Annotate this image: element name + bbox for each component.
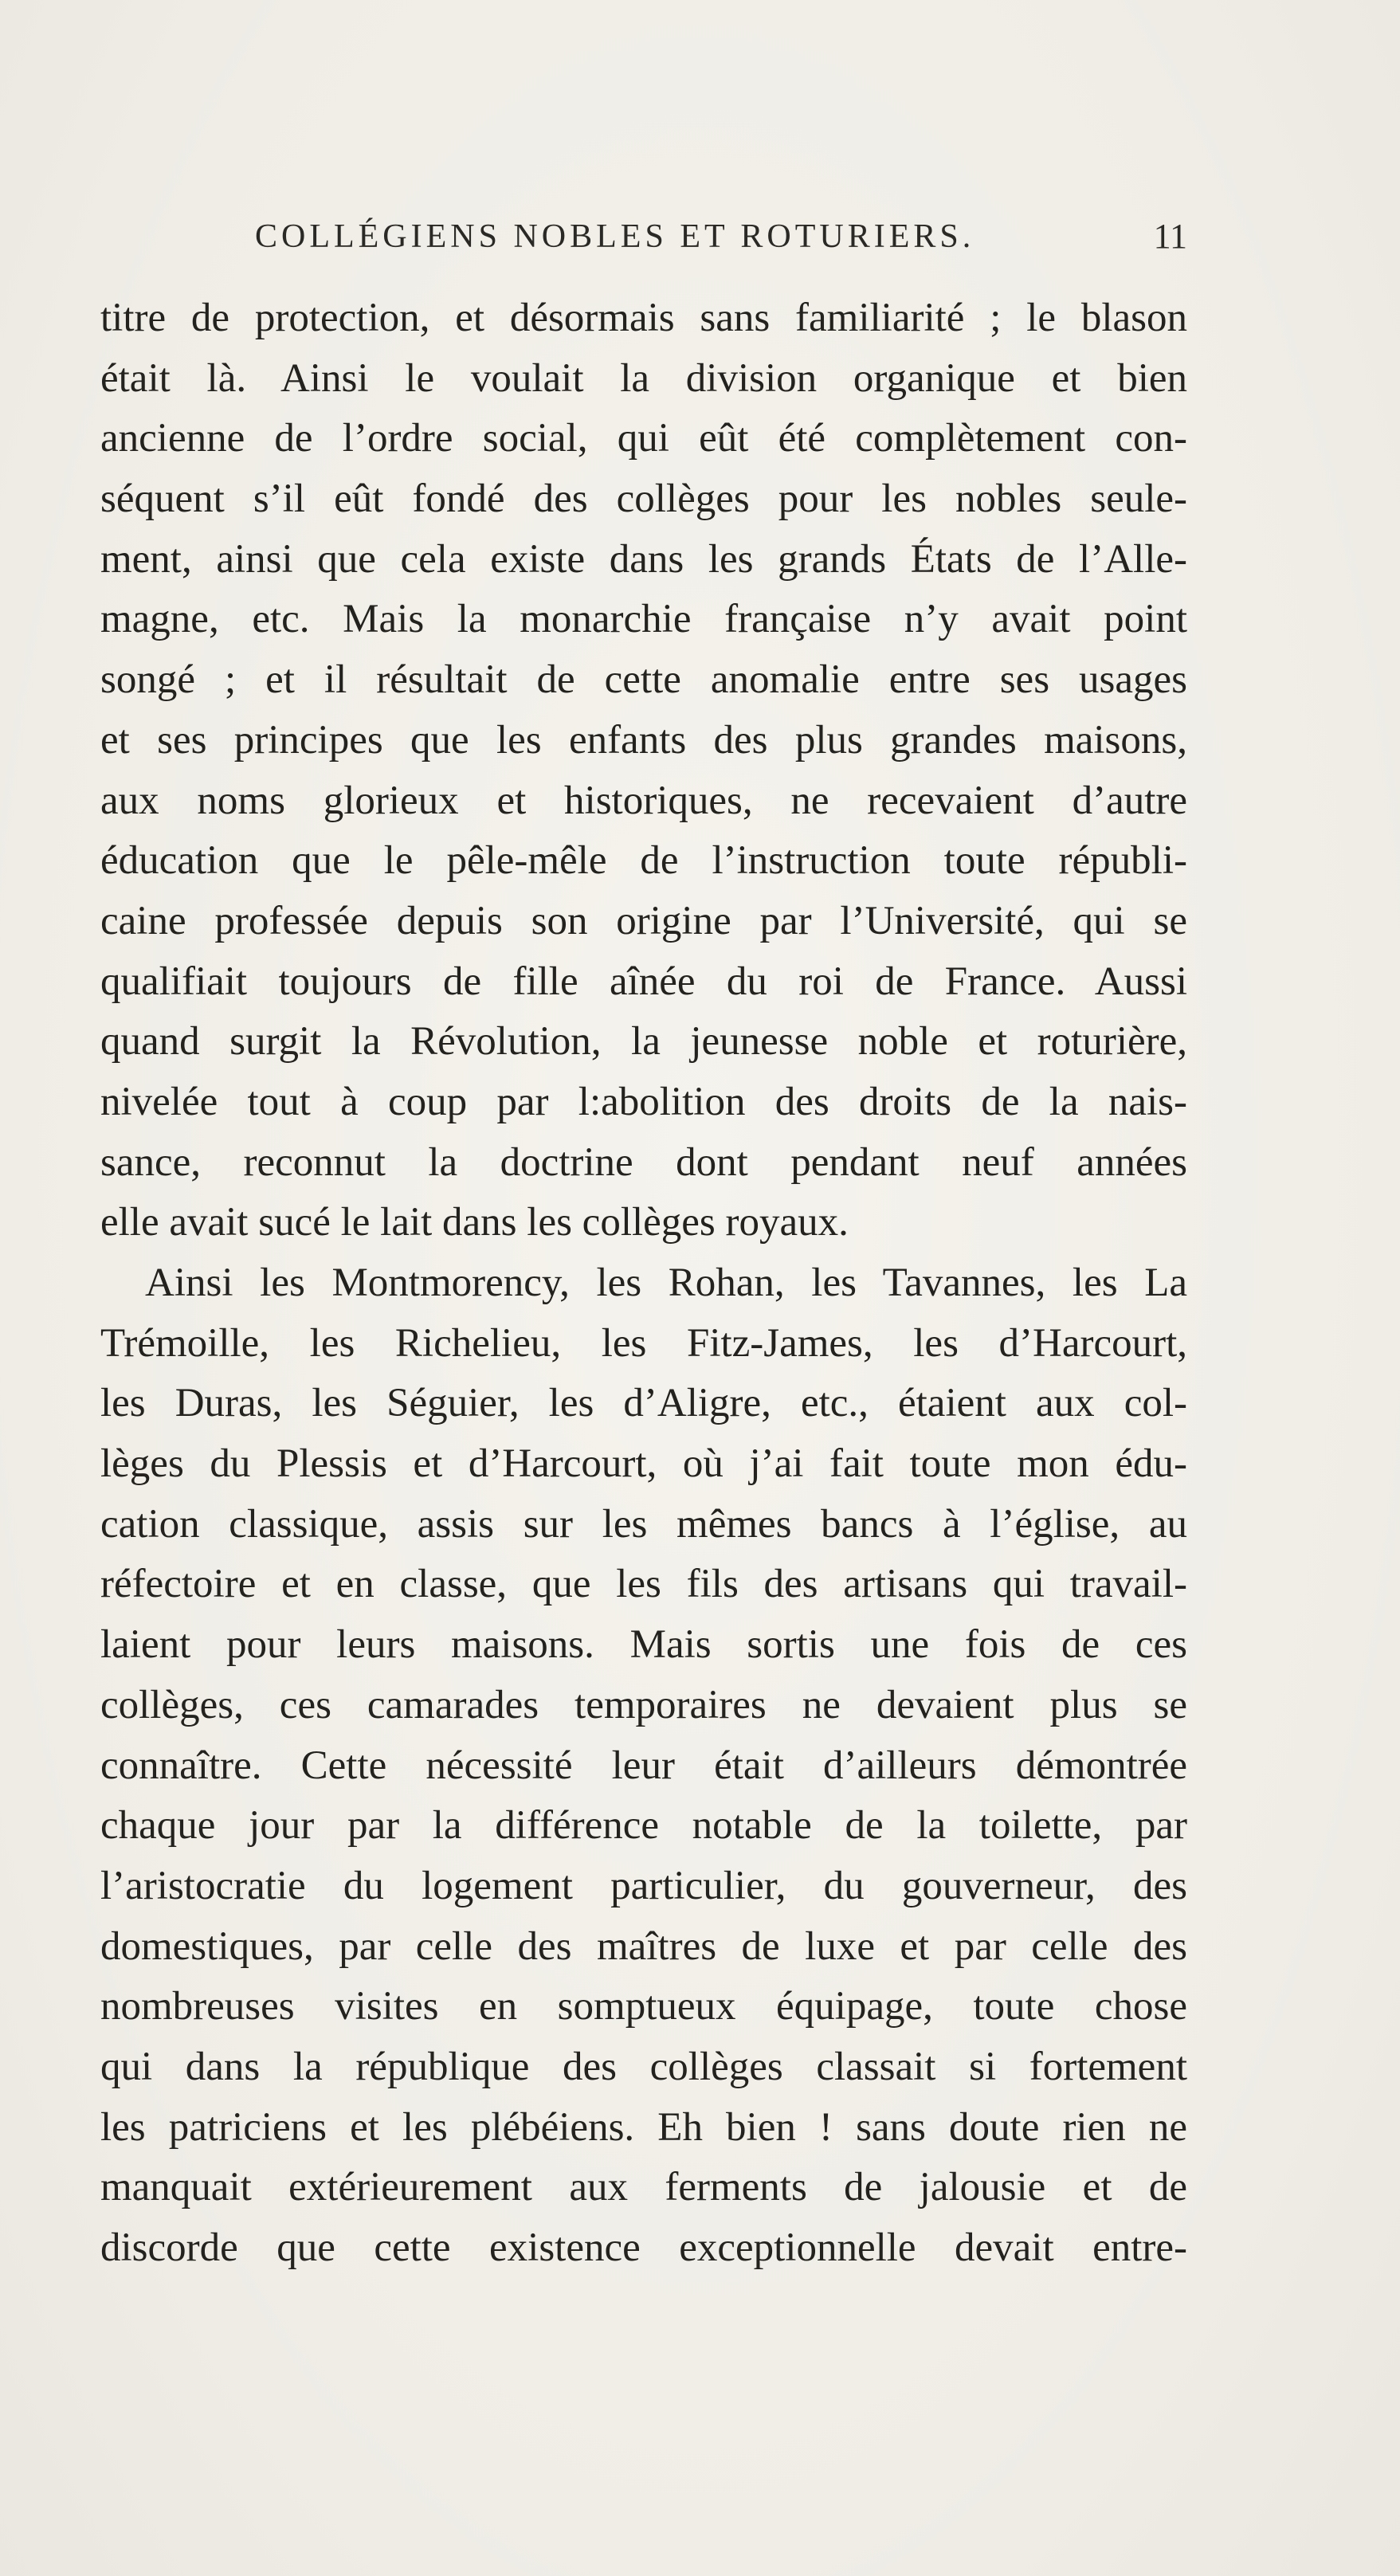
text-line: réfectoire et en classe, que les fils des artisans qui travail- (100, 1562, 1187, 1607)
text-line: nombreuses visites en somptueux équipage, toute chose (100, 1984, 1187, 2029)
paragraph-1 (100, 288, 1187, 1253)
text-line: les patriciens et les plébéiens. Eh bien ! sans doute rien ne (100, 2104, 1187, 2150)
text-line: songé ; et il résultait de cette anomalie entre ses usages (100, 657, 1187, 703)
text-line: manquait extérieurement aux ferments de jalousie et de (100, 2165, 1187, 2210)
text-line: Ainsi les Montmorency, les Rohan, les Tavannes, les La (145, 1261, 1187, 1305)
text-line: les Duras, les Séguier, les d’Aligre, etc., étaient aux col- (100, 1381, 1187, 1426)
text-line: séquent s’il eût fondé des collèges pour les nobles seule- (100, 476, 1187, 522)
text-line: qui dans la république des collèges classait si fortement (100, 2044, 1187, 2089)
text-line: ment, ainsi que cela existe dans les grands États de l’Alle- (100, 536, 1187, 582)
text-line: discorde que cette existence exceptionnelle devait entre- (100, 2225, 1187, 2270)
text-line: connaître. Cette nécessité leur était d’ailleurs démontrée (100, 1743, 1187, 1788)
text-line: sance, reconnut la doctrine dont pendant neuf années (100, 1139, 1187, 1185)
running-title: COLLÉGIENS NOBLES ET ROTURIERS. (255, 218, 975, 255)
text-line: et ses principes que les enfants des plus grandes maisons, (100, 717, 1187, 763)
text-line: qualifiait toujours de fille aînée du roi de France. Aussi (100, 959, 1187, 1004)
page-header (100, 209, 1187, 265)
text-line: caine professée depuis son origine par l’Université, qui se (100, 898, 1187, 943)
text-line: l’aristocratie du logement particulier, du gouverneur, des (100, 1863, 1187, 1908)
text-line: était là. Ainsi le voulait la division organique et bien (100, 355, 1187, 401)
text-line: titre de protection, et désormais sans familiarité ; le blason (100, 296, 1187, 340)
body-text (100, 288, 1187, 2279)
text-line: magne, etc. Mais la monarchie française n’y avait point (100, 597, 1187, 642)
text-line: nivelée tout à coup par l:abolition des droits de la nais- (100, 1079, 1187, 1124)
text-line: quand surgit la Révolution, la jeunesse noble et roturière, (100, 1019, 1187, 1065)
text-line: Trémoille, les Richelieu, les Fitz-James, les d’Harcourt, (100, 1320, 1187, 1366)
text-line: lèges du Plessis et d’Harcourt, où j’ai fait toute mon édu- (100, 1441, 1187, 1487)
text-line: domestiques, par celle des maîtres de luxe et par celle des (100, 1923, 1187, 1969)
text-line: collèges, ces camarades temporaires ne devaient plus se (100, 1682, 1187, 1727)
page-number: 11 (1153, 217, 1187, 256)
text-line: chaque jour par la différence notable de la toilette, par (100, 1803, 1187, 1849)
text-line: cation classique, assis sur les mêmes bancs à l’église, au (100, 1501, 1187, 1547)
text-line: éducation que le pêle-mêle de l’instruction toute républi- (100, 838, 1187, 884)
text-line: aux noms glorieux et historiques, ne recevaient d’autre (100, 778, 1187, 823)
text-line: ancienne de l’ordre social, qui eût été complètement con- (100, 416, 1187, 461)
paragraph-2 (100, 1253, 1187, 2279)
text-line: laient pour leurs maisons. Mais sortis une fois de ces (100, 1622, 1187, 1668)
text-line: elle avait sucé le lait dans les collèges royaux. (100, 1200, 849, 1245)
